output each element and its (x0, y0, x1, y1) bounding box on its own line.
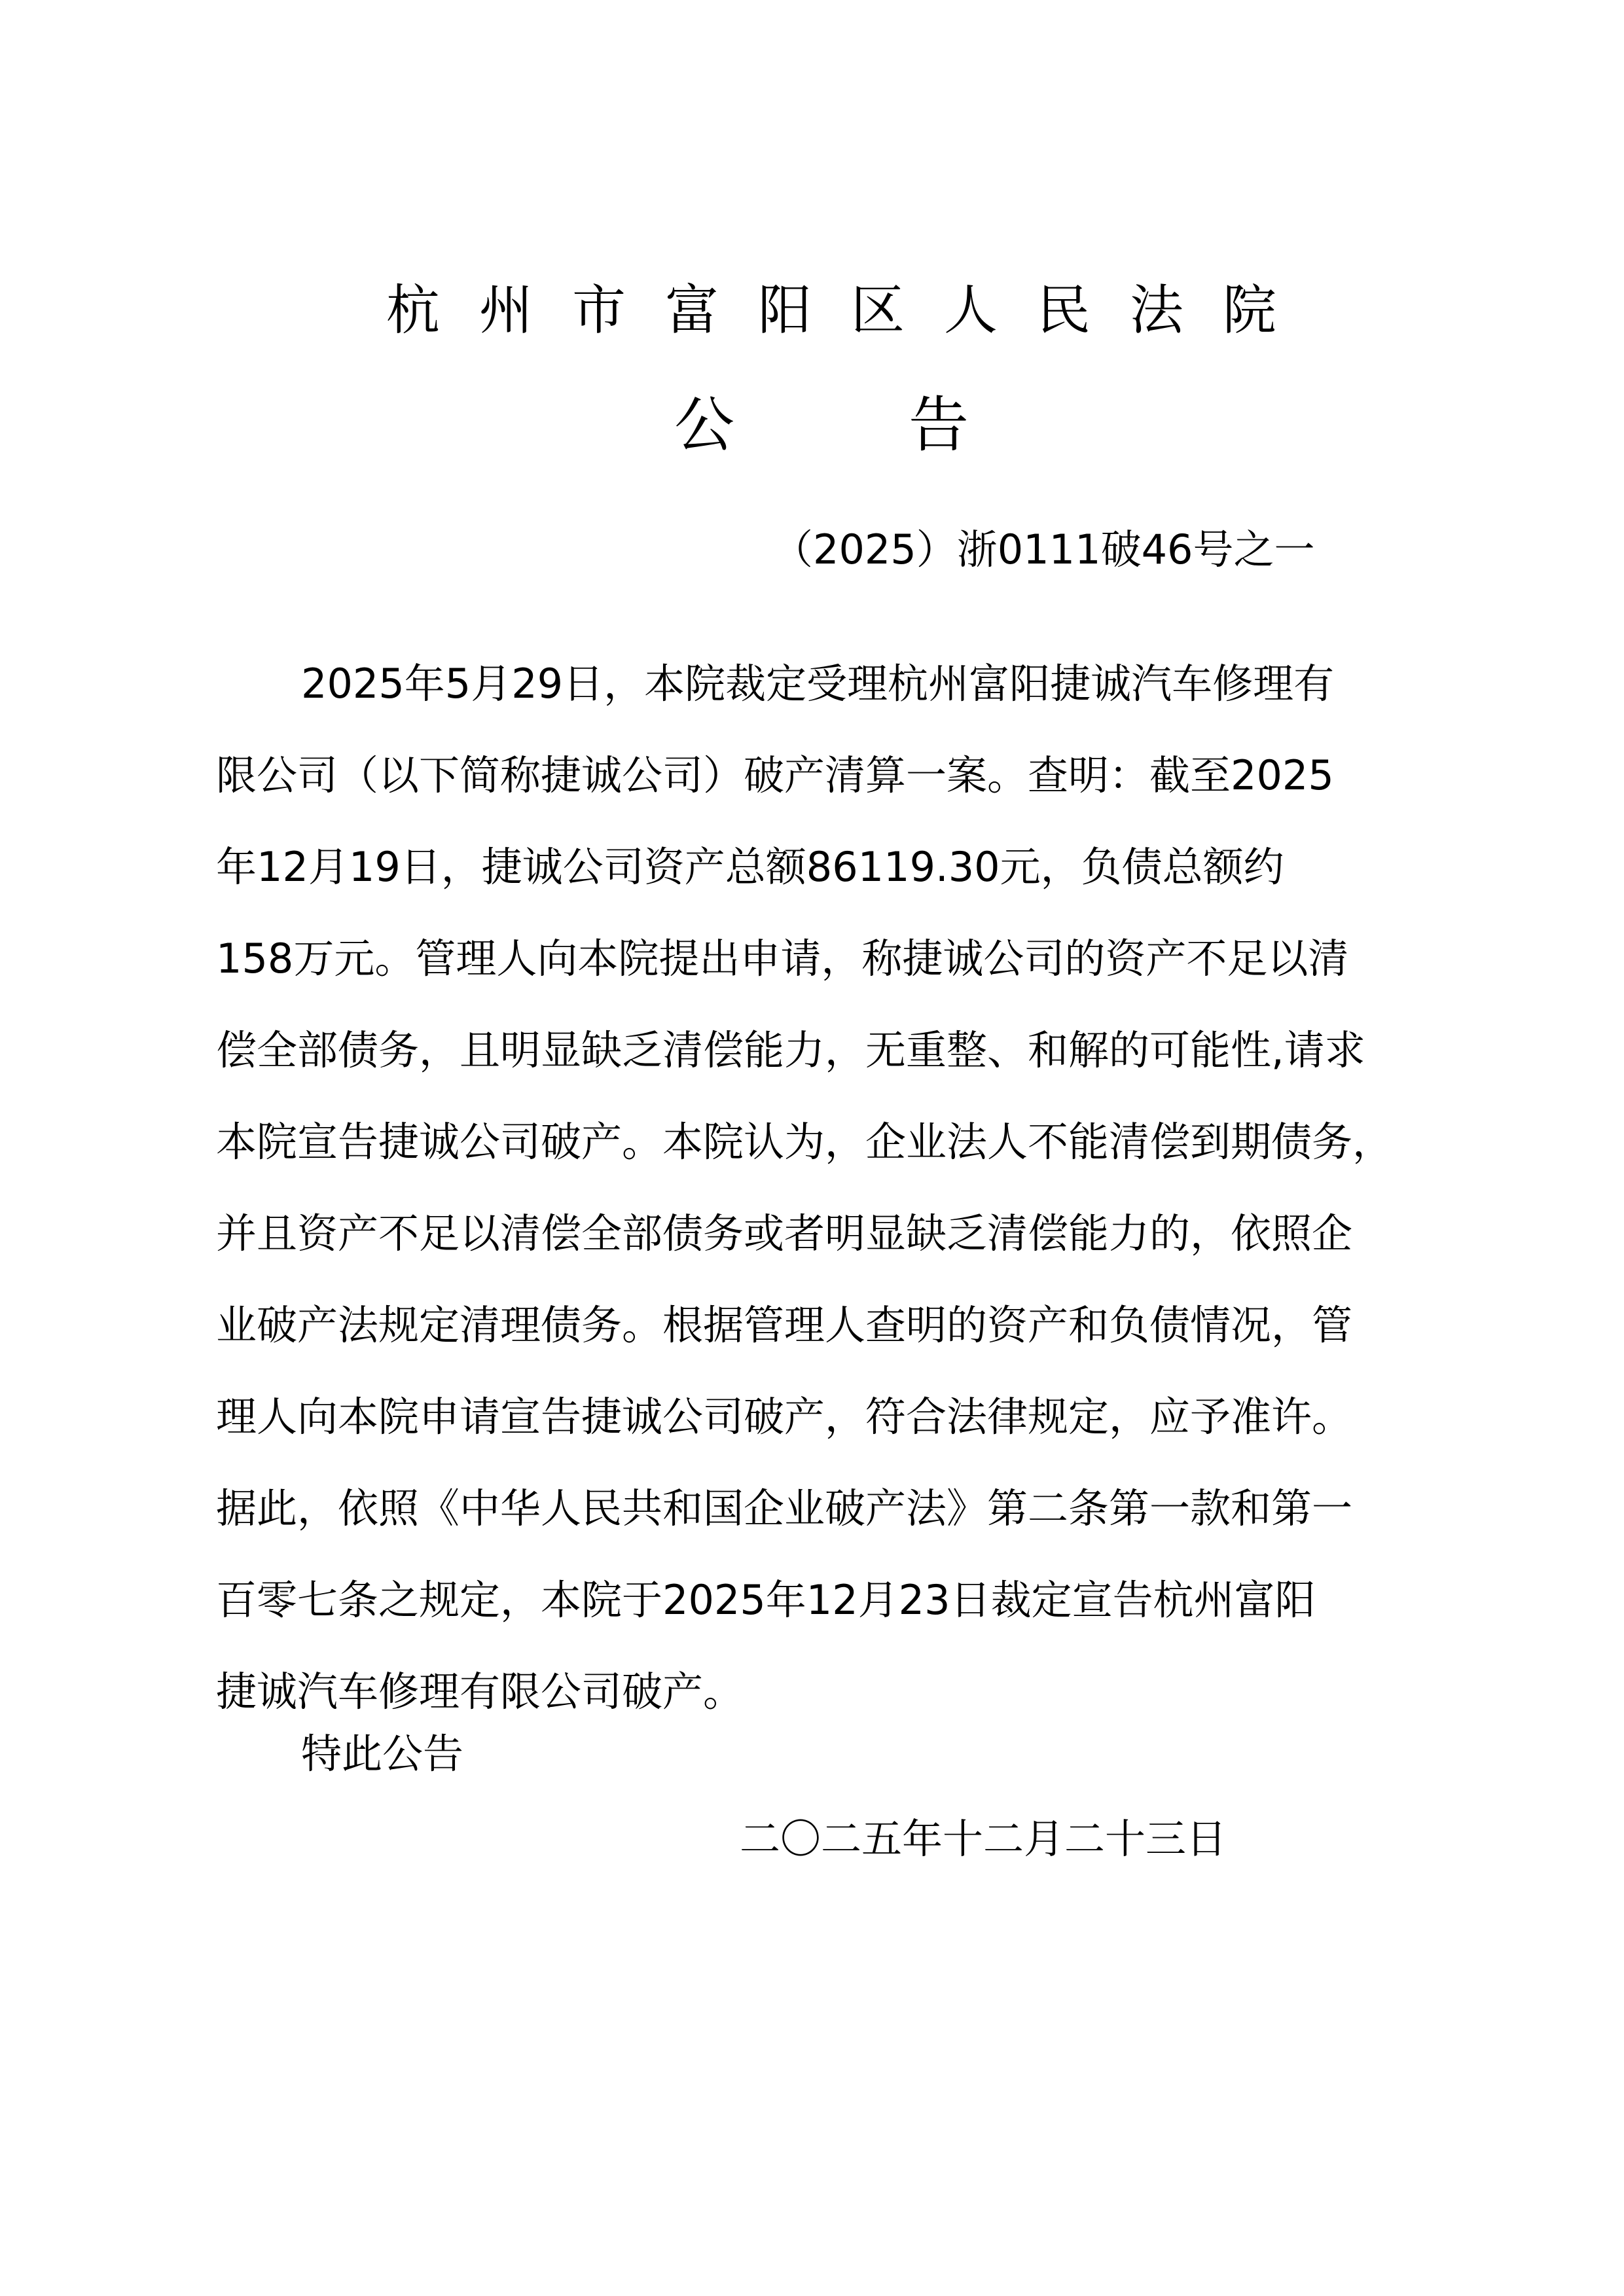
body-line: 限公司（以下简称捷诚公司）破产清算一案。查明：截至2025 (216, 751, 1334, 799)
issue-date: 二〇二五年十二月二十三日 (740, 1815, 1227, 1863)
body-line: 理人向本院申请宣告捷诚公司破产，符合法律规定，应予准许。 (216, 1393, 1353, 1441)
court-name-heading (386, 275, 1276, 347)
court-name-char: 富 (664, 279, 719, 342)
body-line: 本院宣告捷诚公司破产。本院认为，企业法人不能清偿到期债务， (216, 1118, 1394, 1166)
body-line: 业破产法规定清理债务。根据管理人查明的资产和负债情况，管 (216, 1301, 1353, 1349)
body-line: 百零七条之规定，本院于2025年12月23日裁定宣告杭州富阳 (216, 1576, 1316, 1624)
notice-title (674, 386, 969, 465)
body-line: 据此，依照《中华人民共和国企业破产法》第二条第一款和第一 (216, 1484, 1353, 1532)
court-name-char: 法 (1129, 279, 1183, 342)
court-name-char: 区 (850, 279, 905, 342)
court-name-char: 市 (571, 279, 626, 342)
notice-body (216, 638, 1447, 1738)
case-number: （2025）浙0111破46号之一 (772, 526, 1315, 573)
body-line: 2025年5月29日，本院裁定受理杭州富阳捷诚汽车修理有 (301, 660, 1335, 708)
court-name-char: 院 (1222, 279, 1276, 342)
court-name-char: 阳 (757, 279, 812, 342)
body-line: 158万元。管理人向本院提出申请，称捷诚公司的资产不足以清 (216, 935, 1349, 982)
court-name-char: 人 (943, 279, 998, 342)
court-name-char: 民 (1036, 279, 1091, 342)
body-line: 年12月19日，捷诚公司资产总额86119.30元，负债总额约 (216, 843, 1284, 891)
closing-statement: 特此公告 (301, 1730, 464, 1778)
court-name-char: 杭 (386, 279, 441, 342)
body-line: 并且资产不足以清偿全部债务或者明显缺乏清偿能力的，依照企 (216, 1210, 1353, 1257)
title-char: 告 (908, 390, 969, 460)
body-line: 捷诚汽车修理有限公司破产。 (216, 1668, 744, 1715)
title-char: 公 (674, 390, 735, 460)
court-name-char: 州 (478, 279, 533, 342)
body-line: 偿全部债务，且明显缺乏清偿能力，无重整、和解的可能性,请求 (216, 1026, 1365, 1074)
